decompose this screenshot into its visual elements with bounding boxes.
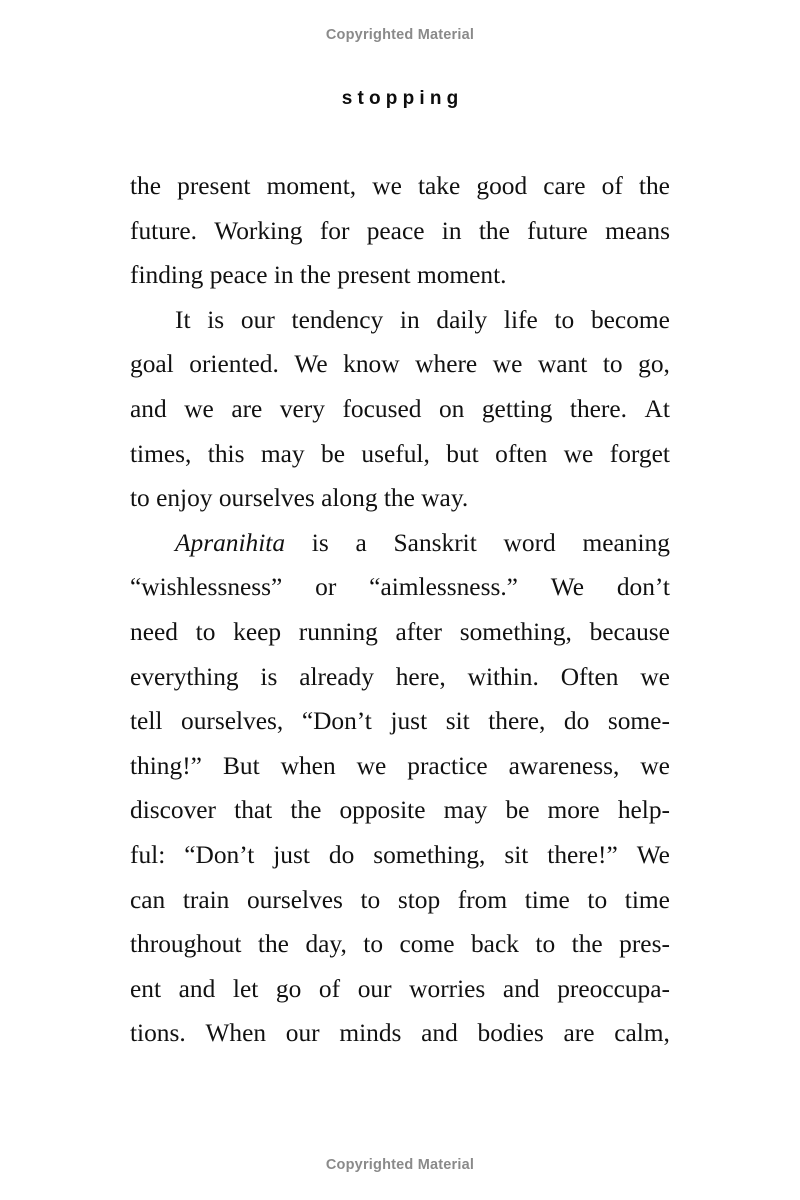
word: discover bbox=[130, 796, 217, 825]
text-line bbox=[130, 1011, 670, 1056]
text-line bbox=[130, 209, 670, 254]
word: be bbox=[505, 796, 530, 825]
italic-term: Apranihita bbox=[175, 528, 286, 557]
word: care bbox=[543, 172, 586, 200]
word: just bbox=[273, 840, 310, 869]
word: thing!” bbox=[130, 751, 202, 780]
word: our bbox=[240, 305, 275, 334]
word: “wishlessness” bbox=[130, 573, 283, 602]
word: are bbox=[231, 394, 263, 423]
word: When bbox=[205, 1019, 267, 1048]
word: future. bbox=[130, 216, 197, 245]
word: tions. bbox=[130, 1019, 186, 1048]
word: future bbox=[527, 216, 588, 245]
text-line bbox=[130, 610, 670, 655]
text-line bbox=[130, 744, 670, 789]
word: often bbox=[495, 439, 548, 468]
word: ful: bbox=[130, 840, 166, 869]
word: within. bbox=[467, 662, 539, 691]
word: that bbox=[234, 796, 273, 825]
text-line: to enjoy ourselves along the way. bbox=[130, 484, 469, 513]
word: we bbox=[372, 172, 402, 200]
word: Working bbox=[214, 216, 303, 245]
word: the bbox=[478, 216, 510, 245]
word: forget bbox=[609, 439, 670, 468]
word: We bbox=[636, 840, 670, 869]
word: to bbox=[587, 885, 608, 914]
word: a bbox=[355, 528, 367, 557]
word: let bbox=[232, 974, 259, 1003]
text-line bbox=[130, 655, 670, 700]
word: the bbox=[257, 930, 289, 959]
word: pres- bbox=[619, 930, 670, 959]
text-line bbox=[130, 432, 670, 477]
paragraph bbox=[130, 164, 670, 298]
text-line bbox=[130, 521, 670, 566]
word: or bbox=[315, 573, 337, 602]
word: this bbox=[207, 439, 245, 468]
word: and bbox=[178, 974, 216, 1003]
word: “aimlessness.” bbox=[369, 573, 518, 602]
word: means bbox=[605, 216, 670, 245]
word: don’t bbox=[616, 573, 670, 602]
word: practice bbox=[407, 751, 488, 780]
word: there. bbox=[569, 394, 627, 423]
word: is bbox=[311, 528, 329, 557]
word: throughout bbox=[130, 930, 242, 959]
word: our bbox=[285, 1019, 320, 1048]
word: “Don’t bbox=[184, 840, 255, 869]
word: more bbox=[547, 796, 600, 825]
text-line bbox=[130, 164, 670, 209]
word: meaning bbox=[582, 528, 670, 557]
word: we bbox=[640, 751, 670, 780]
word: the bbox=[130, 172, 162, 200]
word: be bbox=[321, 439, 345, 468]
word: after bbox=[395, 617, 443, 646]
word: we bbox=[640, 662, 670, 691]
word: moment, bbox=[266, 172, 357, 200]
word: ent bbox=[130, 974, 162, 1003]
word: present bbox=[177, 172, 251, 200]
word: is bbox=[207, 305, 225, 334]
word: to bbox=[195, 617, 216, 646]
word: ourselves bbox=[246, 885, 343, 914]
word: to bbox=[360, 885, 381, 914]
word: here, bbox=[395, 662, 446, 691]
text-line bbox=[130, 387, 670, 432]
word: word bbox=[503, 528, 556, 557]
word: do bbox=[563, 707, 590, 736]
word: time bbox=[524, 885, 570, 914]
word: from bbox=[457, 885, 508, 914]
word: to bbox=[602, 350, 623, 379]
word: of bbox=[318, 974, 341, 1003]
word: day, bbox=[305, 930, 347, 959]
word: our bbox=[357, 974, 392, 1003]
word: do bbox=[328, 840, 355, 869]
word: “Don’t bbox=[301, 707, 372, 736]
word: on bbox=[438, 394, 465, 423]
text-line: finding peace in the present moment. bbox=[130, 261, 507, 290]
word: already bbox=[299, 662, 374, 691]
text-line bbox=[130, 967, 670, 1012]
word: stop bbox=[397, 885, 441, 914]
word: opposite bbox=[339, 796, 426, 825]
word: At bbox=[644, 394, 670, 423]
word: know bbox=[343, 350, 400, 379]
word: We bbox=[550, 573, 584, 602]
word: running bbox=[298, 617, 378, 646]
word: back bbox=[470, 930, 519, 959]
word: Sanskrit bbox=[393, 528, 477, 557]
word: are bbox=[563, 1019, 595, 1048]
text-line bbox=[130, 565, 670, 610]
word: of bbox=[601, 172, 623, 200]
word: go, bbox=[638, 350, 670, 379]
word: to bbox=[363, 930, 384, 959]
word: we bbox=[356, 751, 387, 780]
word: getting bbox=[481, 394, 553, 423]
word: for bbox=[319, 216, 350, 245]
word: everything bbox=[130, 662, 239, 691]
word: the bbox=[571, 930, 603, 959]
word: tendency bbox=[291, 305, 384, 334]
word: come bbox=[399, 930, 455, 959]
word: We bbox=[294, 350, 328, 379]
body-text-block bbox=[130, 164, 670, 1056]
word: goal bbox=[130, 350, 174, 379]
word: awareness, bbox=[508, 751, 620, 780]
word: train bbox=[182, 885, 230, 914]
word: because bbox=[589, 617, 670, 646]
word: where bbox=[415, 350, 478, 379]
paragraph bbox=[130, 521, 670, 1056]
word: and bbox=[130, 394, 167, 423]
word: when bbox=[280, 751, 336, 780]
word: oriented. bbox=[189, 350, 279, 379]
word: worries bbox=[409, 974, 486, 1003]
word: help- bbox=[617, 796, 670, 825]
word: may bbox=[443, 796, 488, 825]
word: the bbox=[290, 796, 322, 825]
word: there, bbox=[488, 707, 546, 736]
word: some- bbox=[607, 707, 670, 736]
word: Often bbox=[560, 662, 619, 691]
word: but bbox=[446, 439, 479, 468]
word: daily bbox=[436, 305, 488, 334]
word: we bbox=[184, 394, 214, 423]
word: ourselves, bbox=[181, 707, 284, 736]
word: calm, bbox=[614, 1019, 670, 1048]
copyright-watermark-bottom: Copyrighted Material bbox=[325, 1157, 475, 1173]
word: go bbox=[275, 974, 302, 1003]
text-line bbox=[130, 699, 670, 744]
word: very bbox=[279, 394, 325, 423]
word: good bbox=[476, 172, 528, 200]
word: and bbox=[421, 1019, 458, 1048]
word: something, bbox=[459, 617, 572, 646]
word: sit bbox=[445, 707, 470, 736]
word: focused bbox=[342, 394, 422, 423]
word: to bbox=[554, 305, 575, 334]
word: sit bbox=[504, 840, 529, 869]
word: can bbox=[130, 885, 166, 914]
word: want bbox=[537, 350, 588, 379]
word: the bbox=[638, 172, 670, 200]
text-line bbox=[130, 298, 670, 343]
text-line bbox=[130, 342, 670, 387]
chapter-title: stopping bbox=[341, 88, 464, 109]
word: in bbox=[441, 216, 462, 245]
paragraph bbox=[130, 298, 670, 521]
text-line bbox=[130, 833, 670, 878]
word: It bbox=[175, 305, 191, 334]
word: preoccupa- bbox=[557, 974, 670, 1003]
text-line bbox=[130, 788, 670, 833]
word: may bbox=[260, 439, 305, 468]
word: times, bbox=[130, 439, 192, 468]
word: peace bbox=[366, 216, 425, 245]
word: and bbox=[502, 974, 540, 1003]
word: bodies bbox=[477, 1019, 544, 1048]
word: minds bbox=[339, 1019, 402, 1048]
word: something, bbox=[373, 840, 486, 869]
word: keep bbox=[233, 617, 282, 646]
word: take bbox=[417, 172, 461, 200]
word: need bbox=[130, 617, 178, 646]
copyright-watermark-top: Copyrighted Material bbox=[325, 27, 475, 43]
word: there!” bbox=[547, 840, 618, 869]
word: in bbox=[399, 305, 420, 334]
word: become bbox=[590, 305, 670, 334]
word: tell bbox=[130, 707, 163, 736]
word: we bbox=[492, 350, 523, 379]
word: But bbox=[222, 751, 260, 780]
word: to bbox=[535, 930, 556, 959]
word: life bbox=[503, 305, 538, 334]
word: we bbox=[563, 439, 594, 468]
text-line bbox=[130, 878, 670, 923]
word: useful, bbox=[361, 439, 430, 468]
word: just bbox=[390, 707, 428, 736]
text-line bbox=[130, 922, 670, 967]
word: is bbox=[260, 662, 278, 691]
word: time bbox=[624, 885, 670, 914]
